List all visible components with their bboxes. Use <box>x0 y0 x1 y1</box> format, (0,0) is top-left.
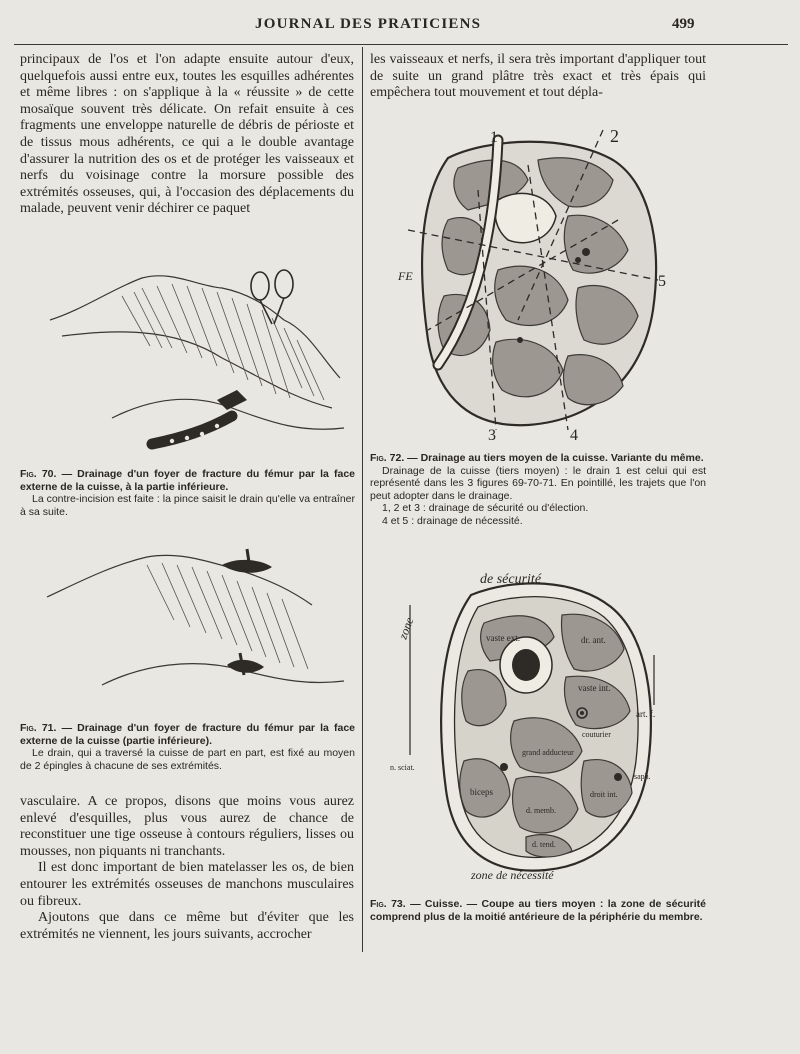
figure-72-label-5: 5 <box>658 273 666 290</box>
figure-73-label-n-sciat: n. sciat. <box>390 763 415 772</box>
figure-70-number: Fig. 70. <box>20 468 57 480</box>
paragraph-matelasser: Il est donc important de bien matelasser les os, de bien entourer les extrémités osseuses de manchons musculaires ou fibreux. <box>20 860 354 909</box>
figure-72-label-4: 4 <box>570 427 578 444</box>
header-rule <box>14 44 788 45</box>
paragraph-ajoutons: Ajoutons que dans ce même but d'éviter que les extrémités ne viennent, les jours suivants, accrocher <box>20 910 354 942</box>
left-column-continued <box>20 794 354 943</box>
figure-73-label-d-tend: d. tend. <box>532 840 556 849</box>
figure-70-illustration <box>22 248 352 463</box>
figure-70-title: — Drainage d'un foyer de fracture du fémur par la face externe de la cuisse, à la partie inférieure. <box>20 468 356 493</box>
figure-72-body-3: 4 et 5 : drainage de nécessité. <box>382 514 523 527</box>
figure-73-label-couturier: couturier <box>582 730 611 739</box>
figure-73-label-art-f: art. f. <box>636 709 656 719</box>
running-head <box>0 12 800 42</box>
figure-72-caption <box>370 452 706 528</box>
right-column <box>370 52 706 102</box>
figure-72-label-fe: FE <box>398 269 413 283</box>
figure-72-number: Fig. 72. <box>370 452 405 464</box>
figure-73-zone-securite: de sécurité <box>480 572 542 587</box>
figure-72-label-3: 3 <box>488 427 496 444</box>
figure-71-number: Fig. 71. <box>20 722 57 734</box>
journal-title: JOURNAL DES PRATICIENS <box>255 16 482 32</box>
figure-72-body-2: 1, 2 et 3 : drainage de sécurité ou d'élection. <box>382 502 589 515</box>
figure-72-title: — Drainage au tiers moyen de la cuisse. Variante du même. <box>407 452 704 464</box>
figure-71-caption <box>20 722 355 772</box>
figure-73-label-saph: saph. <box>634 772 651 781</box>
figure-73-zone-necessite: zone de nécessité <box>471 868 554 882</box>
figure-71-illustration <box>22 535 352 715</box>
figure-73-label-dr-ant: dr. ant. <box>581 635 606 645</box>
figure-73-label-grand-adducteur: grand adducteur <box>522 748 574 757</box>
figure-73-label-d-memb: d. memb. <box>526 806 556 815</box>
figure-72-body-1: Drainage de la cuisse (tiers moyen) : le drain 1 est celui qui est représenté dans les 3 figures 69-70-71. En pointillé, les trajets que l'on peut adopter dans le drainage. <box>370 464 706 502</box>
figure-73-caption <box>370 898 706 923</box>
paragraph-right-top: les vaisseaux et nerfs, il sera très important d'appliquer tout de suite un grand plâtre très exact et très épais qui empêchera tout mouvement et tout dépla- <box>370 52 706 101</box>
left-column <box>20 52 354 218</box>
figure-72-diagram <box>378 120 678 445</box>
figure-72-label-2: 2 <box>610 126 619 146</box>
figure-73-zone-left: zone <box>395 615 417 642</box>
figure-73-diagram <box>386 565 686 890</box>
figure-73-label-droit-int: droit int. <box>590 790 618 799</box>
figure-72-label-1: 1 <box>490 129 498 146</box>
figure-73-label-biceps: biceps <box>470 787 493 797</box>
figure-70-body: La contre-incision est faite : la pince saisit le drain qu'elle va entraîner à sa suite. <box>20 493 356 518</box>
paragraph-vasculaire: vasculaire. A ce propos, disons que moins vous aurez enlevé d'esquilles, plus vous aurez de chance de reconstituer une tige osseuse à contours réguliers, lisses ou mousses, non piquants ni tranchants. <box>20 794 354 859</box>
figure-70-caption <box>20 468 355 518</box>
figure-73-label-vaste-int: vaste int. <box>578 683 611 693</box>
paragraph-continued: principaux de l'os et l'on adapte ensuite autour d'eux, quelquefois aussi entre eux, toutes les esquilles adhérentes et même libres : on s'applique à la « réussite » de cette mosaïque souvent très délicate. On refait ensuite à ces fragments une enveloppe naturelle de débris de périoste et de tissus mous adhérents, ce qui a le double avantage d'assurer la nutrition des os et de protéger les vaisseaux et nerfs du voisinage contre la morsure possible des extrémités osseuses, qui, à l'occasion des déplacements du malade, peuvent venir déchirer ce paquet <box>20 52 354 217</box>
figure-73-number: Fig. 73. <box>370 898 406 910</box>
figure-71-body: Le drain, qui a traversé la cuisse de part en part, est fixé au moyen de 2 épingles à chacune de ses extrémités. <box>20 747 355 772</box>
page-number: 499 <box>672 16 695 32</box>
column-divider <box>362 47 363 952</box>
figure-73-label-vaste-ext: vaste ext. <box>486 633 520 643</box>
figure-71-title: — Drainage d'un foyer de fracture du fémur par la face externe de la cuisse (partie inférieure). <box>20 722 356 747</box>
figure-73-title: — Cuisse. — Coupe au tiers moyen : la zone de sécurité comprend plus de la moitié antérieure de la périphérie du membre. <box>370 898 707 923</box>
